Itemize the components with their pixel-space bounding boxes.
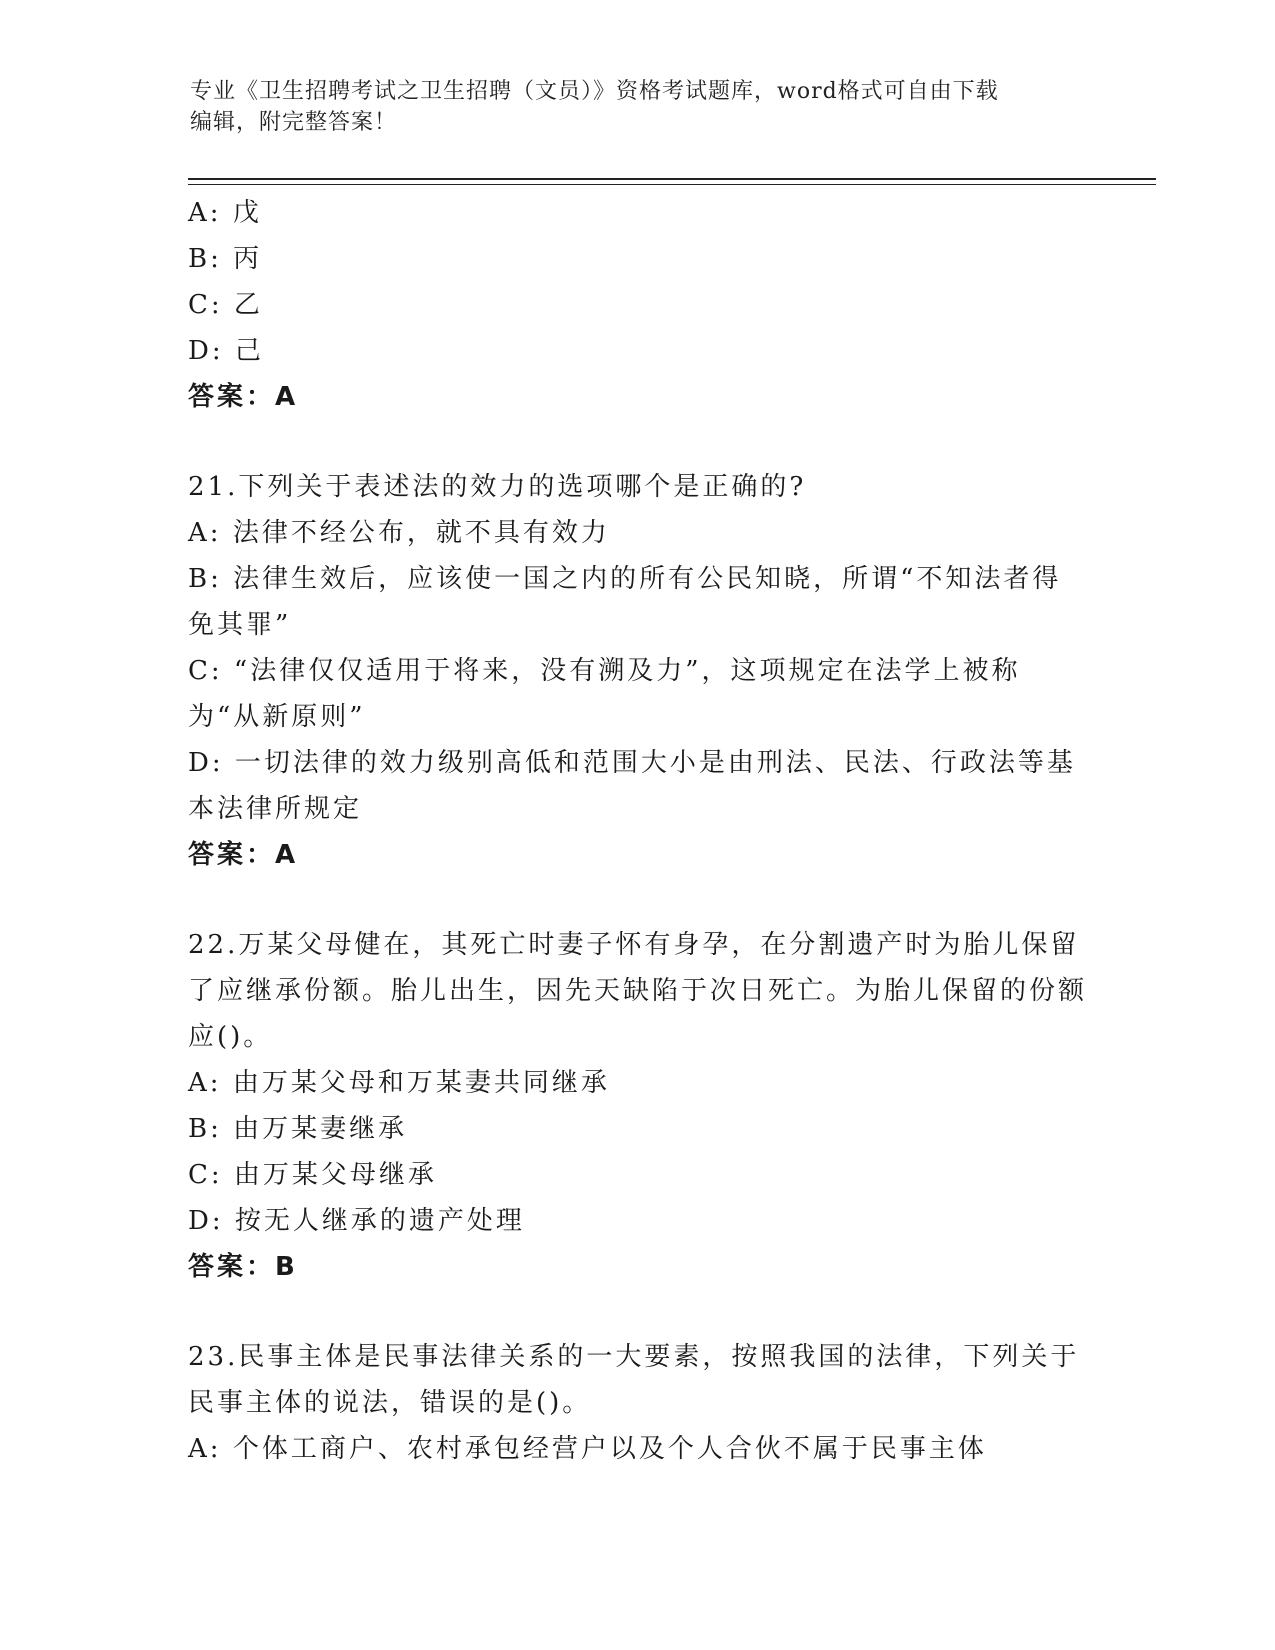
question-text: 23.民事主体是民事法律关系的一大要素，按照我国的法律，下列关于民事主体的说法，错误的是()。 <box>188 1342 1080 1418</box>
option-d: D: 按无人继承的遗产处理 <box>188 1206 525 1236</box>
answer-line: 答案：A <box>188 382 299 412</box>
question-content <box>188 190 1088 1472</box>
question-block-23 <box>188 1334 1088 1472</box>
spacer <box>188 1290 1088 1334</box>
option-c: C: 乙 <box>188 290 263 320</box>
question-block-21 <box>188 464 1088 878</box>
header-line-1: 专业《卫生招聘考试之卫生招聘（文员）》资格考试题库，word格式可自由下载 <box>190 79 999 104</box>
option-d: D: 己 <box>188 336 264 366</box>
question-text: 22.万某父母健在，其死亡时妻子怀有身孕，在分割遗产时为胎儿保留了应继承份额。胎儿出生，因先天缺陷于次日死亡。为胎儿保留的份额应()。 <box>188 930 1088 1052</box>
option-a: A: 戊 <box>188 198 262 228</box>
option-a: A: 个体工商户、农村承包经营户以及个人合伙不属于民事主体 <box>188 1434 987 1464</box>
question-block-20 <box>188 190 1088 420</box>
document-header <box>190 76 1070 138</box>
question-block-22 <box>188 922 1088 1290</box>
option-b: B: 丙 <box>188 244 263 274</box>
question-text: 21.下列关于表述法的效力的选项哪个是正确的? <box>188 472 807 502</box>
option-a: A: 由万某父母和万某妻共同继承 <box>188 1068 610 1098</box>
spacer <box>188 420 1088 464</box>
option-c: C: 由万某父母继承 <box>188 1160 437 1190</box>
option-a: A: 法律不经公布，就不具有效力 <box>188 518 610 548</box>
answer-line: 答案：A <box>188 840 299 870</box>
option-b: B: 由万某妻继承 <box>188 1114 408 1144</box>
header-line-2: 编辑，附完整答案！ <box>190 110 398 135</box>
header-divider-thin <box>188 184 1156 185</box>
option-c: C: “法律仅仅适用于将来，没有溯及力”，这项规定在法学上被称为“从新原则” <box>188 656 1021 732</box>
header-divider-thick <box>188 178 1156 180</box>
answer-line: 答案：B <box>188 1252 298 1282</box>
option-b: B: 法律生效后，应该使一国之内的所有公民知晓，所谓“不知法者得免其罪” <box>188 564 1062 640</box>
option-d: D: 一切法律的效力级别高低和范围大小是由刑法、民法、行政法等基本法律所规定 <box>188 748 1076 824</box>
spacer <box>188 878 1088 922</box>
